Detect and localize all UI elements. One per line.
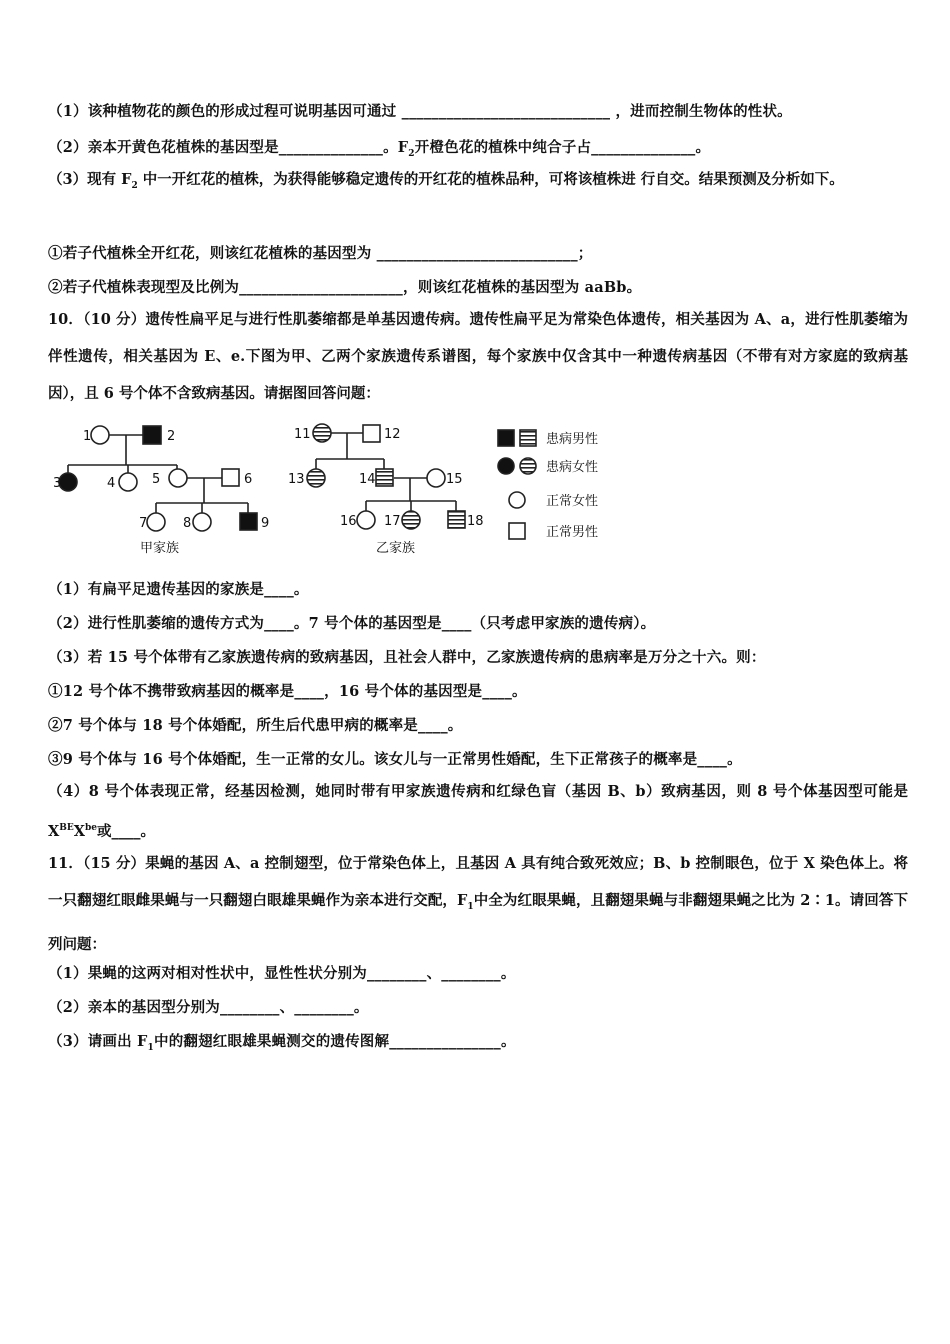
q9-case1: ①若子代植株全开红花，则该红花植株的基因型为 ___________________________； (48, 245, 593, 262)
q11-intro-sub: 1 (467, 901, 474, 912)
individual-4 (119, 473, 137, 491)
q11-sub1: （1）果蝇的这两对相对性状中，显性性状分别为________、________。 (48, 965, 516, 982)
legend-affected-male: 患病男性 (546, 432, 599, 447)
label-18: 18 (467, 514, 484, 529)
legend-affected-male-solid (498, 430, 514, 446)
legend-normal-male (509, 523, 525, 539)
individual-5 (169, 469, 187, 487)
pedigree-figure (48, 415, 628, 569)
q11-sub3 (48, 1030, 516, 1053)
family-b-label: 乙家族 (376, 541, 416, 556)
family-a-label: 甲家族 (140, 541, 180, 556)
q11-sub3-a: （3）请画出 F (48, 1033, 148, 1050)
pedigree-svg (48, 415, 628, 565)
individual-13 (307, 469, 325, 487)
legend-normal-female-label: 正常女性 (546, 494, 599, 509)
q9-case2: ②若子代植株表现型及比例为______________________，则该红花植株的基因型为 aaBb。 (48, 279, 642, 296)
q11-sub3-sub: 1 (147, 1042, 154, 1053)
q10-intro: 10．（10 分）遗传性扁平足与进行性肌萎缩都是单基因遗传病。遗传性扁平足为常染色体遗传，相关基因为 A、a，进行性肌萎缩为伴性遗传，相关基因为 E、e.下图为甲、乙两个家族遗传系谱图，每个家族中仅含其中一种遗传病基因（不带有对方家庭的致病基因），且 6 号个体不含致病基因。请据图回答问题： (48, 311, 908, 402)
label-2: 2 (167, 429, 176, 444)
individual-8 (193, 513, 211, 531)
label-13: 13 (288, 472, 305, 487)
label-7: 7 (139, 516, 148, 531)
individual-17 (402, 511, 420, 529)
individual-6 (222, 469, 239, 486)
legend-normal-female (509, 492, 525, 508)
label-1: 1 (83, 429, 92, 444)
individual-1 (91, 426, 109, 444)
individual-18 (448, 511, 465, 528)
individual-15 (427, 469, 445, 487)
q9-part2 (48, 136, 710, 159)
individual-9 (240, 513, 257, 530)
q10-sub3-b: ②7 号个体与 18 号个体婚配，所生后代患甲病的概率是____。 (48, 717, 463, 734)
label-17: 17 (384, 514, 401, 529)
legend-normal-male-label: 正常男性 (546, 525, 599, 540)
q10-sub4-b: 或____。 (97, 822, 156, 840)
label-14: 14 (359, 472, 376, 487)
q10-sub4-sup2: be (85, 823, 98, 833)
q10-sub1: （1）有扁平足遗传基因的家族是____。 (48, 581, 309, 598)
q9-part3 (48, 161, 908, 205)
q9-part2-sub: 2 (408, 148, 415, 159)
legend-affected-female: 患病女性 (546, 460, 599, 475)
q10-sub3: （3）若 15 号个体带有乙家族遗传病的致病基因，且社会人群中，乙家族遗传病的患病率是万分之十六。则： (48, 649, 766, 666)
q10-sub3-c: ③9 号个体与 16 号个体婚配，生一正常的女儿。该女儿与一正常男性婚配，生下正常孩子的概率是____。 (48, 751, 742, 768)
label-6: 6 (244, 472, 253, 487)
individual-7 (147, 513, 165, 531)
legend-affected-female-solid (498, 458, 514, 474)
q11-sub2: （2）亲本的基因型分别为________、________。 (48, 999, 369, 1016)
label-15: 15 (446, 472, 463, 487)
q11-intro-a: 11．（15 分）果蝇的基因 A、a 控制翅型，位于常染色体上，且基因 A 具有纯合致死效应；B、b 控制眼色，位于 X 染色体上。将一只翻翅红眼雌果蝇与一只翻翅白眼雄果蝇作为亲本进行交配，F (48, 855, 908, 909)
q9-part3-b: 中一开红花的植株，为获得能够稳定遗传的开红花的植株品种，可将该植株进 行自交。结果预测及分析如下。 (137, 171, 844, 188)
q9-part2-b: 开橙色花的植株中纯合子占______________。 (414, 139, 711, 156)
label-4: 4 (107, 476, 116, 491)
individual-12 (363, 425, 380, 442)
q10-sub4 (48, 773, 908, 850)
q10-sub4-mid: X (73, 822, 85, 840)
label-12: 12 (384, 427, 401, 442)
legend-affected-female-hatched (520, 458, 536, 474)
q9-part3-sub: 2 (131, 180, 138, 191)
individual-11 (313, 424, 331, 442)
q9-part1: （1）该种植物花的颜色的形成过程可说明基因可通过 ____________________________ ，进而控制生物体的性状。 (48, 103, 792, 120)
q11-intro (48, 845, 908, 963)
q11-sub3-b: 中的翻翅红眼雄果蝇测交的遗传图解_______________。 (154, 1033, 516, 1050)
individual-3 (59, 473, 77, 491)
q10-sub2: （2）进行性肌萎缩的遗传方式为____。7 号个体的基因型是____（只考虑甲家族的遗传病）。 (48, 615, 656, 632)
individual-2 (143, 426, 161, 444)
label-11: 11 (294, 427, 311, 442)
label-3: 3 (53, 476, 62, 491)
label-9: 9 (261, 516, 270, 531)
q9-part3-a: （3）现有 F (48, 171, 132, 188)
legend-affected-male-hatched (520, 430, 536, 446)
label-8: 8 (183, 516, 192, 531)
individual-14 (376, 469, 393, 486)
q10-sub3-a: ①12 号个体不携带致病基因的概率是____，16 号个体的基因型是____。 (48, 683, 527, 700)
individual-16 (357, 511, 375, 529)
q9-part2-a: （2）亲本开黄色花植株的基因型是______________。F (48, 139, 409, 156)
q10-sub4-sup1: BE (59, 823, 74, 833)
label-16: 16 (340, 514, 357, 529)
label-5: 5 (152, 472, 161, 487)
q11-intro-b: 中全为红眼果蝇，且翻翅果蝇与非翻翅果蝇之比为 2∶1。请回答下列问题： (48, 892, 908, 953)
q10-sub4-a: （4）8 号个体表现正常，经基因检测，她同时带有甲家族遗传病和红绿色盲（基因 B、b）致病基因，则 8 号个体基因型可能是 X (48, 783, 908, 840)
